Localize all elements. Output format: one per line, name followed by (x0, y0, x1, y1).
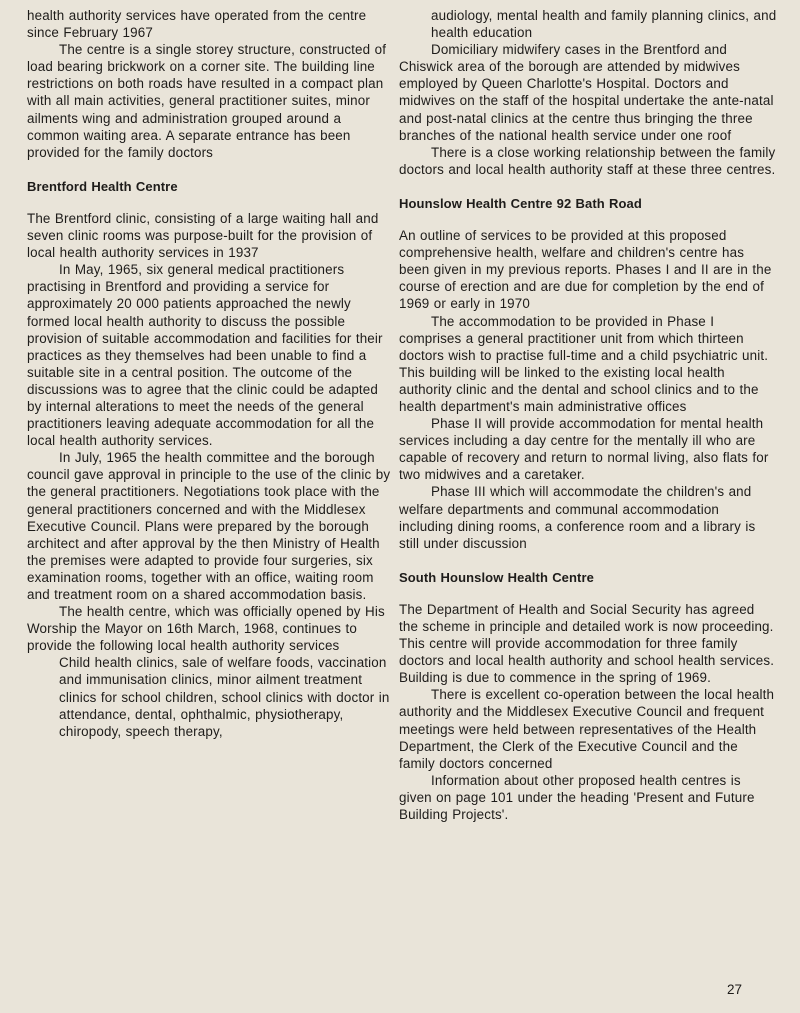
section-heading-south-hounslow: South Hounslow Health Centre (399, 569, 594, 585)
hounslow-paragraph-2: The accommodation to be provided in Phase I comprises a general practitioner unit from which thirteen doctors wish to practise full-time and a child psychiatric unit. This building will be linked to the existing local health authority clinic and the dental and school clinics and to the health department's main administrative offices (399, 313, 769, 414)
brentford-paragraph-1: The Brentford clinic, consisting of a large waiting hall and seven clinic rooms was purpose-built for the provision of local health authority services in 1937 (27, 210, 379, 261)
hounslow-paragraph-4: Phase III which will accommodate the children's and welfare departments and communal accommodation including dining rooms, a conference room and a library is still under discussion (399, 484, 756, 551)
left-column (27, 7, 393, 740)
intro-paragraph-2: The centre is a single storey structure, constructed of load bearing brickwork on a corner site. The building line restrictions on both roads have resulted in a compact plan with all main activities, general practitioner suites, minor ailments wing and administration grouped around a common waiting area. A separate entrance has been provided for the family doctors (27, 42, 387, 160)
services-list-end: audiology, mental health and family planning clinics, and health education (431, 8, 777, 41)
domiciliary-paragraph: Domiciliary midwifery cases in the Brentford and Chiswick area of the borough are attended by midwives employed by Queen Charlotte's Hospital. Doctors and midwives on the staff of the hospital undertake the ante-natal and post-natal clinics at the centre thus bringing the three branches of the national health service under one roof (399, 42, 774, 143)
services-list-start: Child health clinics, sale of welfare foods, vaccination and immunisation clinics, minor ailment treatment clinics for school children, school clinics with doctor in attendance, dental, ophthalmic, physiotherapy, chiropody, speech therapy, (59, 655, 390, 739)
south-hounslow-paragraph-1: The Department of Health and Social Security has agreed the scheme in principle and detailed work is now proceeding. This centre will provide accommodation for three family doctors and local health authority and school health services. Building is due to commence in the spring of 1969. (399, 601, 775, 686)
brentford-paragraph-2: In May, 1965, six general medical practitioners practising in Brentford and providing a service for approximately 20 000 patients approached the newly formed local health authority to discuss the possible provision of suitable accommodation and facilities for their practices as they themselves had been unable to find a suitable site in a central position. The outcome of the discussions was to agree that the clinic could be adapted by internal alterations to meet the needs of the general practitioners leaving adequate accommodation for all the local health authority services. (27, 262, 383, 449)
hounslow-paragraph-3: Phase II will provide accommodation for mental health services including a day centre for the mentally ill who are capable of recovery and return to normal living, also flats for two midwives and a caretaker. (399, 416, 769, 483)
relationship-paragraph: There is a close working relationship between the family doctors and local health authority staff at these three centres. (399, 144, 776, 177)
right-column (399, 7, 777, 823)
hounslow-paragraph-1: An outline of services to be provided at this proposed comprehensive health, welfare and children's centre has been given in my previous reports. Phases I and II are in the course of erection and are due for completion by the end of 1969 or early in 1970 (399, 228, 772, 312)
south-hounslow-paragraph-2: There is excellent co-operation between the local health authority and the Middlesex Executive Council and frequent meetings were held between representatives of the Health Department, the Clerk of the Executive Council and the family doctors concerned (399, 687, 775, 771)
brentford-paragraph-4: The health centre, which was officially opened by His Worship the Mayor on 16th March, 1968, continues to provide the following local health authority services (27, 604, 385, 654)
page-number: 27 (726, 982, 742, 997)
section-heading-hounslow: Hounslow Health Centre 92 Bath Road (399, 195, 642, 211)
south-hounslow-paragraph-3: Information about other proposed health centres is given on page 101 under the heading 'Present and Future Building Projects'. (399, 772, 755, 823)
section-heading-brentford: Brentford Health Centre (27, 178, 178, 194)
intro-paragraph-1: health authority services have operated from the centre since February 1967 (27, 8, 367, 41)
brentford-paragraph-3: In July, 1965 the health committee and the borough council gave approval in principle to the use of the clinic by the general practitioners. Negotiations took place with the general practitioners concerned and with the Middlesex Executive Council. Plans were prepared by the borough architect and after approval by the then Ministry of Health the premises were adapted to provide four surgeries, six examination rooms, together with an office, waiting room and treatment room on a shared accommodation basis. (27, 450, 391, 602)
